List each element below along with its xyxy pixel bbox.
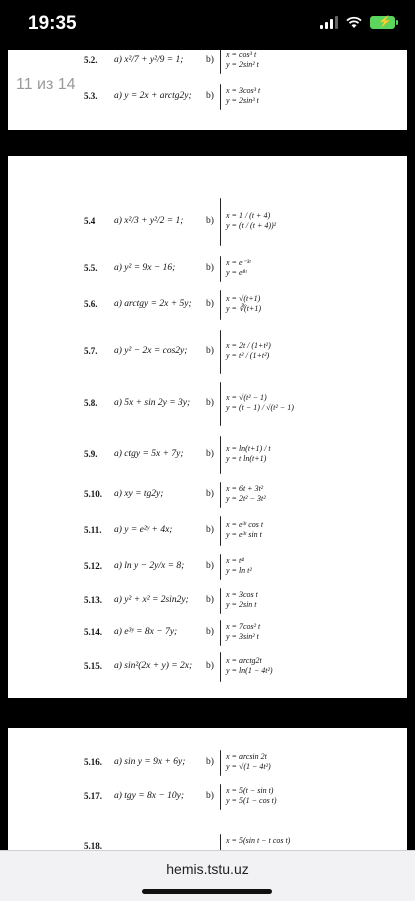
system-y-equation: y = 3sin² t	[226, 632, 259, 642]
problem-part-a: a) sin²(2x + y) = 2x;	[114, 661, 193, 671]
document-page-bottom	[8, 728, 407, 850]
system-brace	[220, 834, 221, 850]
problem-number: 5.5.	[84, 263, 98, 273]
system-x-equation: x = 3cos t	[226, 590, 258, 599]
battery-charging-icon: ⚡	[370, 16, 395, 29]
system-x-equation: x = √(t+1)	[226, 294, 261, 303]
problem-row	[8, 552, 407, 582]
problem-part-b-label: b)	[206, 661, 214, 671]
problem-part-b-label: b)	[206, 595, 214, 605]
system-brace	[220, 750, 221, 776]
problem-row	[8, 50, 407, 76]
system-y-equation: y = 5(1 − cos t)	[226, 796, 277, 806]
problem-part-a: a) arctgy = 2x + 5y;	[114, 299, 192, 309]
problem-part-a: a) y² = 9x − 16;	[114, 263, 176, 273]
problem-row	[8, 480, 407, 510]
problem-row	[8, 832, 407, 850]
system-y-equation: y = t² / (1+t²)	[226, 351, 270, 361]
status-icons	[320, 16, 395, 29]
system-brace	[220, 198, 221, 246]
parametric-system	[226, 258, 250, 279]
parametric-system	[226, 294, 261, 315]
parametric-system	[226, 341, 271, 362]
parametric-system	[226, 622, 260, 643]
system-x-equation: x = 5(sin t − t cos t)	[226, 836, 291, 845]
parametric-system	[226, 590, 258, 611]
system-x-equation: x = e⁻³ᵗ	[226, 258, 251, 267]
system-y-equation: y = ln t²	[226, 566, 252, 576]
system-brace	[220, 330, 221, 374]
system-y-equation: y = e³ᵗ sin t	[226, 530, 262, 540]
problem-part-b-label: b)	[206, 346, 214, 356]
problem-number: 5.15.	[84, 661, 102, 671]
problem-row	[8, 328, 407, 376]
browser-address-bar[interactable]	[0, 850, 415, 901]
parametric-system	[226, 50, 259, 71]
problem-part-b-label: b)	[206, 55, 214, 65]
problem-number: 5.8.	[84, 398, 98, 408]
problem-number: 5.7.	[84, 346, 98, 356]
problem-number: 5.9.	[84, 449, 98, 459]
system-brace	[220, 554, 221, 580]
problem-row	[8, 196, 407, 248]
problem-part-a: a) x²/7 + y²/9 = 1;	[114, 55, 184, 65]
problem-row	[8, 782, 407, 812]
problem-part-a: a) y = e²ʸ + 4x;	[114, 525, 173, 535]
system-x-equation: x = e³ᵗ cos t	[226, 520, 264, 529]
problem-number: 5.16.	[84, 757, 102, 767]
problem-number: 5.13.	[84, 595, 102, 605]
problem-part-a: a) xy = tg2y;	[114, 489, 164, 499]
parametric-system	[226, 86, 260, 107]
problem-row	[8, 586, 407, 616]
system-y-equation: y = 2sin³ t	[226, 96, 259, 106]
problem-part-b-label: b)	[206, 91, 214, 101]
problem-part-b-label: b)	[206, 299, 214, 309]
status-bar	[0, 0, 415, 50]
parametric-system	[226, 211, 276, 232]
problem-part-a: a) ln y − 2y/x = 8;	[114, 561, 185, 571]
system-y-equation: y = (t − 1) / √(t² − 1)	[226, 403, 294, 413]
parametric-system	[226, 520, 263, 541]
system-x-equation: x = cos³ t	[226, 50, 257, 59]
system-y-equation: y = 2sin² t	[226, 60, 259, 70]
parametric-system	[226, 556, 252, 577]
system-x-equation: x = arcsin 2t	[226, 752, 267, 761]
system-y-equation: y = ∛(t+1)	[226, 304, 261, 314]
problem-part-a: a) tgy = 8x − 10y;	[114, 791, 185, 801]
problem-part-b-label: b)	[206, 449, 214, 459]
parametric-system	[226, 484, 266, 505]
parametric-system	[226, 752, 271, 773]
problem-number: 5.18.	[84, 841, 102, 850]
problem-part-b-label: b)	[206, 525, 214, 535]
system-x-equation: x = ln(t+1) / t	[226, 444, 271, 453]
parametric-system	[226, 444, 271, 465]
problem-number: 5.6.	[84, 299, 98, 309]
system-brace	[220, 290, 221, 320]
problem-part-a: a) 5x + sin 2y = 3y;	[114, 398, 191, 408]
problem-part-a: a) y = 2x + arctg2y;	[114, 91, 192, 101]
problem-part-a: a) y² + x² = 2sin2y;	[114, 595, 189, 605]
problem-number: 5.11.	[84, 525, 102, 535]
system-brace	[220, 50, 221, 74]
problem-number: 5.14.	[84, 627, 102, 637]
system-y-equation: y = 2sin t	[226, 600, 257, 610]
problem-part-a: a) sin y = 9x + 6y;	[114, 757, 186, 767]
parametric-system	[226, 786, 277, 807]
system-x-equation: x = 1 / (t + 4)	[226, 211, 271, 220]
system-brace	[220, 652, 221, 682]
problem-part-b-label: b)	[206, 398, 214, 408]
problem-row	[8, 254, 407, 284]
system-brace	[220, 84, 221, 110]
problem-row	[8, 288, 407, 322]
system-x-equation: x = √(t² − 1)	[226, 393, 267, 402]
system-y-equation: y = 2t² − 3t²	[226, 494, 266, 504]
system-x-equation: x = 7cos² t	[226, 622, 261, 631]
system-brace	[220, 382, 221, 426]
system-brace	[220, 784, 221, 810]
problem-row	[8, 618, 407, 648]
signal-icon	[320, 16, 338, 29]
problem-part-b-label: b)	[206, 489, 214, 499]
document-page[interactable]	[8, 156, 407, 698]
problem-number: 5.17.	[84, 791, 102, 801]
problem-part-b-label: b)	[206, 263, 214, 273]
problem-part-a: a) ctgy = 5x + 7y;	[114, 449, 184, 459]
system-brace	[220, 256, 221, 282]
problem-number: 5.12.	[84, 561, 102, 571]
system-x-equation: x = 6t + 3t²	[226, 484, 264, 493]
problem-row	[8, 434, 407, 476]
page-indicator: 11 из 14	[12, 74, 80, 96]
problem-part-a: a) e³ʸ = 8x − 7y;	[114, 627, 178, 637]
problem-row	[8, 380, 407, 428]
system-y-equation: y = t ln(t+1)	[226, 454, 267, 464]
system-brace	[220, 436, 221, 474]
wifi-icon	[345, 16, 363, 29]
problem-number: 5.4	[84, 216, 96, 226]
problem-number: 5.10.	[84, 489, 102, 499]
url-text[interactable]: hemis.tstu.uz	[166, 861, 249, 877]
system-brace	[220, 482, 221, 508]
system-brace	[220, 588, 221, 614]
system-x-equation: x = 5(t − sin t)	[226, 786, 274, 795]
parametric-system	[226, 393, 294, 414]
system-x-equation: x = arctg2t	[226, 656, 262, 665]
problem-number: 5.2.	[84, 55, 98, 65]
system-x-equation: x = t⁴	[226, 556, 244, 565]
system-y-equation: y = e⁸ᵗ	[226, 268, 247, 278]
problem-row	[8, 514, 407, 548]
problem-part-b-label: b)	[206, 627, 214, 637]
problem-row	[8, 650, 407, 684]
system-x-equation: x = 3cos³ t	[226, 86, 261, 95]
problem-part-b-label: b)	[206, 216, 214, 226]
system-brace	[220, 620, 221, 646]
problem-part-a: a) x²/3 + y²/2 = 1;	[114, 216, 184, 226]
status-time: 19:35	[28, 13, 77, 34]
system-x-equation: x = 2t / (1+t²)	[226, 341, 271, 350]
problem-row	[8, 748, 407, 778]
problem-number: 5.3.	[84, 91, 98, 101]
system-brace	[220, 516, 221, 546]
problem-part-b-label: b)	[206, 561, 214, 571]
problem-part-b-label: b)	[206, 791, 214, 801]
problem-part-a: a) y² − 2x = cos2y;	[114, 346, 188, 356]
system-y-equation: y = √(1 − 4t²)	[226, 762, 271, 772]
system-y-equation: y = ln(1 − 4t²)	[226, 666, 273, 676]
parametric-system	[226, 836, 290, 846]
system-y-equation: y = (t / (t + 4))²	[226, 221, 277, 231]
parametric-system	[226, 656, 273, 677]
home-indicator[interactable]	[142, 889, 272, 894]
problem-part-b-label: b)	[206, 757, 214, 767]
